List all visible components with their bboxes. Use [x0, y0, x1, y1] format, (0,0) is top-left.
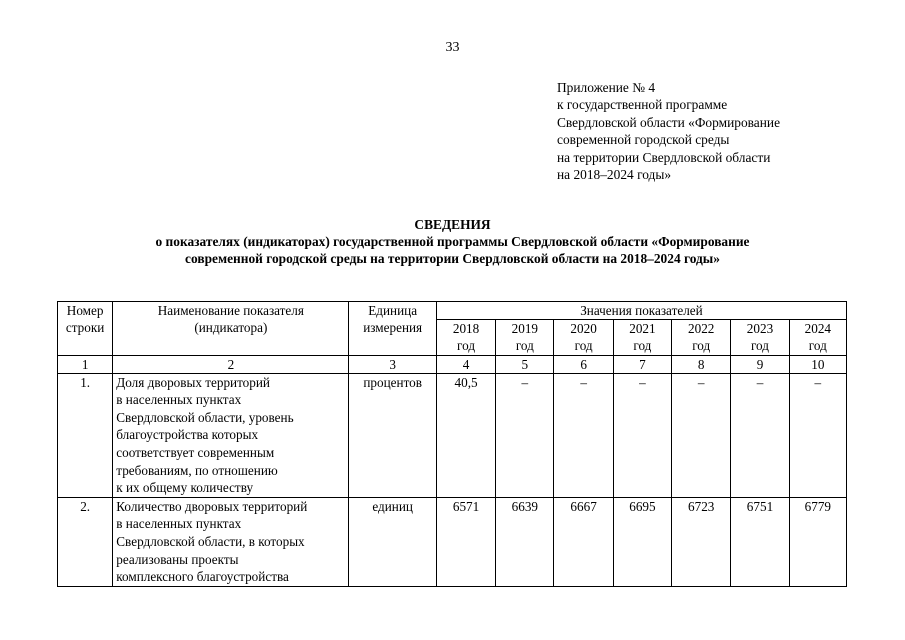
column-number: 7 — [613, 355, 671, 373]
value-cell: – — [731, 373, 789, 497]
appendix-line: современной городской среды — [557, 132, 730, 148]
appendix-line: Приложение № 4 — [557, 80, 656, 95]
appendix-line: Свердловской области «Формирование — [557, 114, 781, 130]
title-line: о показателях (индикаторах) государственной программы Свердловской области «Формирование — [155, 234, 750, 249]
header-row — [58, 302, 847, 320]
table-row — [58, 373, 847, 497]
header-text: строки — [65, 320, 105, 336]
title-heading: СВЕДЕНИЯ — [414, 217, 491, 232]
value-cell: 6695 — [613, 497, 671, 586]
column-number: 8 — [672, 355, 731, 373]
year-label: 2018 — [452, 321, 480, 337]
value-cell: 6779 — [789, 497, 846, 586]
appendix-note — [557, 79, 780, 183]
value-cell: 6751 — [731, 497, 789, 586]
year-word: год — [574, 338, 593, 354]
column-number: 4 — [436, 355, 495, 373]
year-word: год — [633, 338, 652, 354]
indicator-line: в населенных пунктах — [116, 392, 242, 408]
year-label: 2020 — [570, 321, 597, 337]
year-label: 2022 — [688, 321, 715, 337]
unit-cell: процентов — [349, 373, 436, 497]
indicator-line: Свердловской области, уровень — [116, 409, 294, 425]
year-word: год — [808, 338, 827, 354]
indicator-name — [113, 497, 349, 586]
indicator-line: комплексного благоустройства — [116, 569, 289, 585]
value-cell: – — [789, 373, 846, 497]
header-year — [731, 320, 789, 355]
appendix-line: на территории Свердловской области — [557, 149, 771, 165]
indicator-line: в населенных пунктах — [116, 516, 242, 532]
value-cell: 6571 — [436, 497, 495, 586]
value-cell: 6667 — [554, 497, 613, 586]
year-label: 2023 — [746, 321, 774, 337]
year-word: год — [515, 338, 534, 354]
value-cell: 40,5 — [436, 373, 495, 497]
indicator-line: к их общему количеству — [116, 480, 254, 496]
document-title — [60, 216, 845, 267]
header-year — [436, 320, 495, 355]
column-number: 2 — [113, 355, 349, 373]
year-label: 2019 — [511, 321, 539, 337]
row-number: 1. — [58, 373, 113, 497]
header-text: (индикатора) — [194, 320, 268, 336]
indicator-line: реализованы проекты — [116, 551, 239, 567]
header-text: Единица — [368, 303, 418, 318]
column-number: 10 — [789, 355, 846, 373]
page-number: 33 — [445, 40, 460, 55]
title-line: современной городской среды на территории Свердловской области на 2018–2024 годы» — [185, 251, 720, 266]
header-number — [58, 302, 113, 356]
value-cell: 6639 — [496, 497, 554, 586]
year-word: год — [692, 338, 711, 354]
indicator-line: Доля дворовых территорий — [116, 374, 270, 390]
row-number: 2. — [58, 497, 113, 586]
header-text: Номер — [66, 303, 104, 318]
header-text: Наименование показателя — [157, 303, 304, 318]
year-label: 2024 — [804, 321, 831, 337]
header-text: измерения — [363, 320, 423, 336]
table-row — [58, 497, 847, 586]
header-year — [672, 320, 731, 355]
column-number: 5 — [496, 355, 554, 373]
column-number: 1 — [58, 355, 113, 373]
appendix-line: к государственной программе — [557, 97, 728, 113]
appendix-line: на 2018–2024 годы» — [557, 167, 672, 183]
column-number: 3 — [349, 355, 436, 373]
indicator-name — [113, 373, 349, 497]
header-unit — [349, 302, 436, 356]
indicator-line: Свердловской области, в которых — [116, 533, 305, 549]
value-cell: 6723 — [672, 497, 731, 586]
header-values: Значения показателей — [436, 302, 846, 320]
indicator-line: соответствует современным — [116, 444, 275, 460]
value-cell: – — [613, 373, 671, 497]
year-label: 2021 — [629, 321, 656, 337]
header-year — [613, 320, 671, 355]
value-cell: – — [496, 373, 554, 497]
column-numbers-row — [58, 355, 847, 373]
year-word: год — [457, 338, 476, 354]
indicator-line: требованиям, по отношению — [116, 462, 278, 478]
year-word: год — [750, 338, 769, 354]
header-year — [789, 320, 846, 355]
header-year — [554, 320, 613, 355]
indicator-line: Количество дворовых территорий — [116, 498, 308, 514]
column-number: 6 — [554, 355, 613, 373]
indicator-line: благоустройства которых — [116, 427, 259, 443]
header-year — [496, 320, 554, 355]
value-cell: – — [672, 373, 731, 497]
unit-cell: единиц — [349, 497, 436, 586]
value-cell: – — [554, 373, 613, 497]
header-name — [113, 302, 349, 356]
column-number: 9 — [731, 355, 789, 373]
indicators-table — [57, 301, 847, 587]
